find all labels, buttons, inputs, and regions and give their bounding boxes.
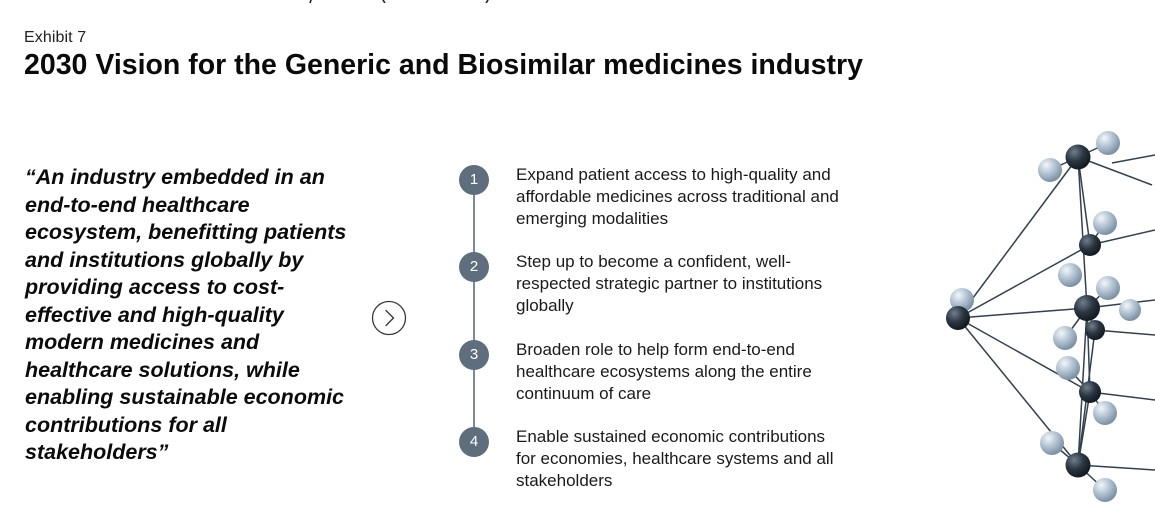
vision-statement: “An industry embedded in an end-to-end healthcare ecosystem, benefitting patients and institutions globally by providing access to cost-effective and high-quality modern medicines and healthcare solutions, while enabling sustainable economic contributions for all stakeholders”	[25, 165, 347, 464]
step-4-number: 4	[459, 427, 489, 457]
molecule-icon	[930, 120, 1155, 520]
step-1-number: 1	[459, 165, 489, 195]
exhibit-label: Exhibit 7	[24, 29, 87, 46]
step-3-number: 3	[459, 340, 489, 370]
cropped-text-fragment	[290, 0, 510, 3]
page-title: 2030 Vision for the Generic and Biosimilar medicines industry	[24, 49, 863, 81]
step-2-number: 2	[459, 252, 489, 282]
step-2-text: Step up to become a confident, well-respected strategic partner to institutions globally	[516, 252, 823, 315]
chevron-right-circle-icon	[371, 300, 407, 336]
step-1-text: Expand patient access to high-quality and affordable medicines across traditional and emerging modalities	[516, 165, 839, 228]
steps-connector-line	[473, 180, 475, 442]
step-4-text: Enable sustained economic contributions for economies, healthcare systems and all stakeholders	[516, 427, 834, 490]
step-3-text: Broaden role to help form end-to-end healthcare ecosystems along the entire continuum of care	[516, 340, 812, 403]
